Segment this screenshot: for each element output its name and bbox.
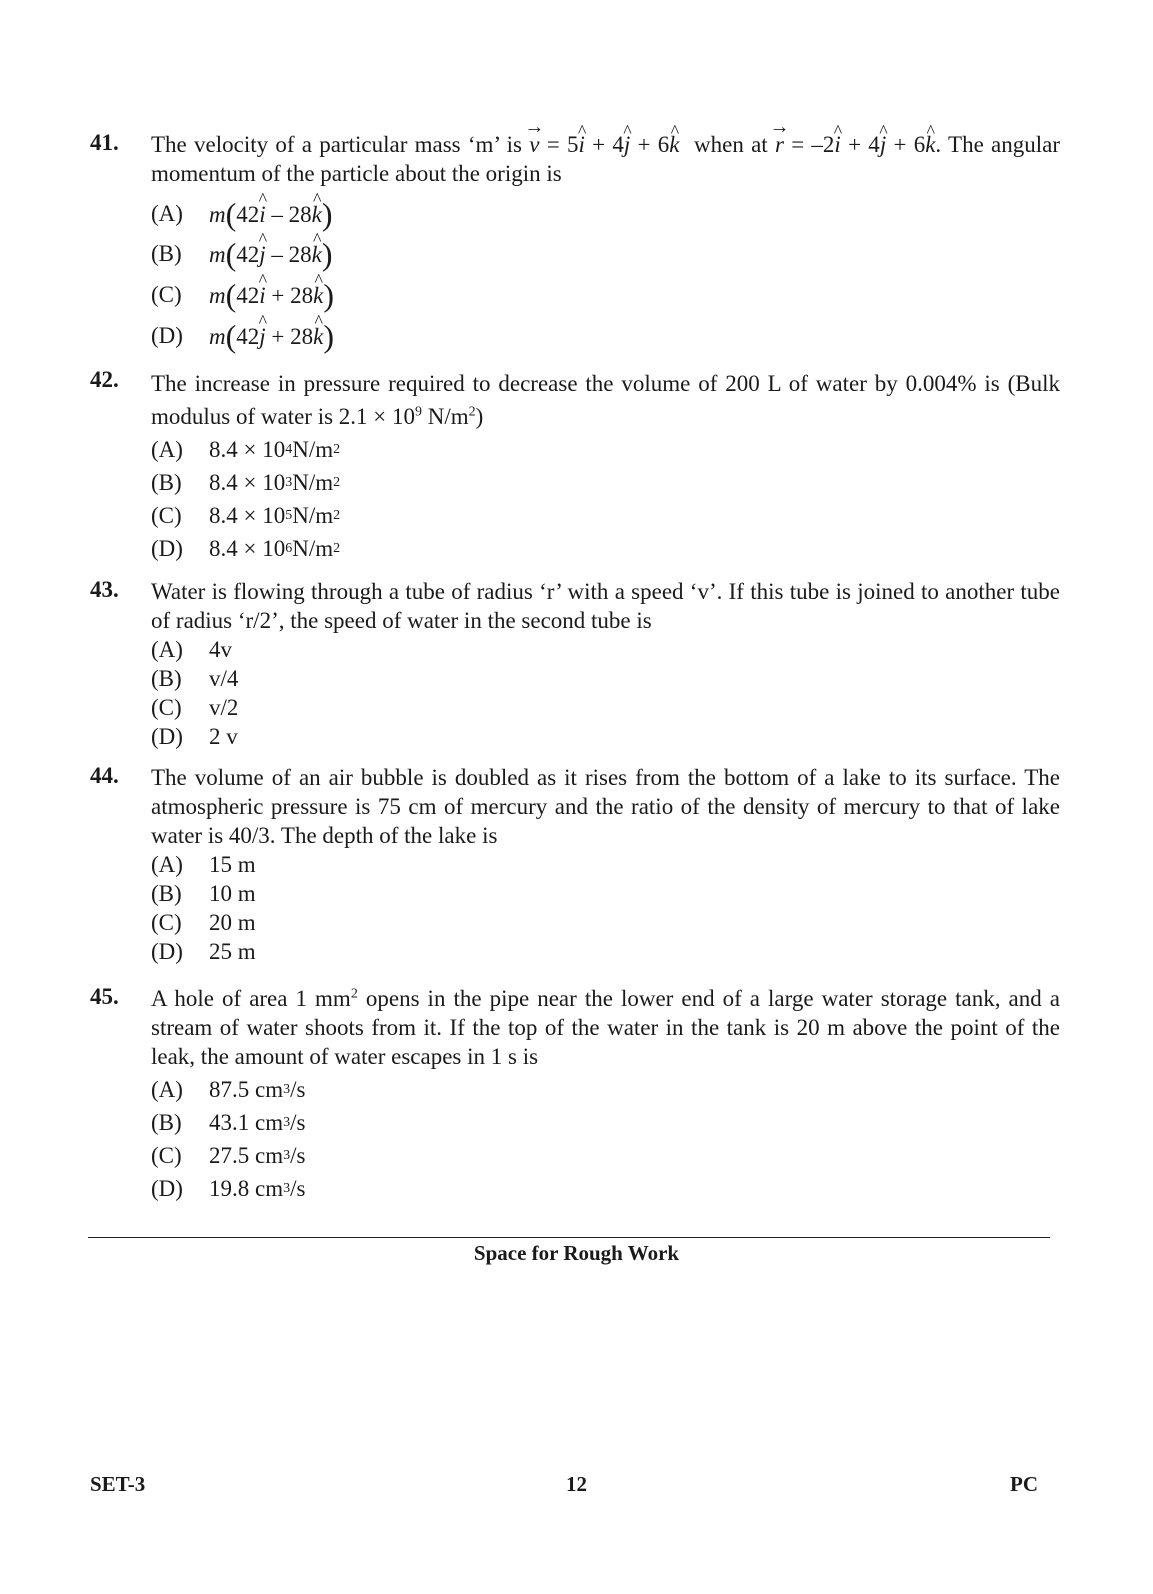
unit-j: ^ j bbox=[880, 130, 886, 159]
unit-i: ^ i bbox=[259, 283, 265, 309]
option-unit: N/m bbox=[292, 502, 334, 528]
divider bbox=[88, 1237, 1050, 1238]
option-label: (A) bbox=[151, 851, 183, 877]
footer-set: SET-3 bbox=[90, 1472, 146, 1496]
option-label: (D) bbox=[151, 535, 183, 561]
option-label: (D) bbox=[151, 323, 183, 348]
question-41 bbox=[90, 130, 1060, 356]
eq-part: + 4 bbox=[848, 132, 880, 157]
option-label: (C) bbox=[151, 909, 182, 935]
option-label: (C) bbox=[151, 502, 182, 528]
option-value: v/4 bbox=[209, 665, 239, 691]
coef: 28 bbox=[290, 323, 314, 349]
question-44 bbox=[90, 763, 1060, 966]
question-number: 41. bbox=[90, 130, 119, 155]
unit-k: ^ k bbox=[669, 130, 679, 159]
option-unit: N/m bbox=[292, 436, 334, 462]
sign: – bbox=[271, 201, 283, 227]
option-value: 8.4 × 10 bbox=[209, 502, 286, 528]
rough-work-heading: Space for Rough Work bbox=[473, 1241, 680, 1265]
options bbox=[151, 433, 1060, 565]
option-value: 15 m bbox=[209, 851, 256, 877]
option-b: (B) 43.1 cm 3 /s bbox=[151, 1109, 306, 1135]
mass-symbol: m bbox=[209, 201, 226, 227]
options bbox=[151, 194, 1060, 356]
unit-k: ^ k bbox=[313, 324, 323, 350]
question-text bbox=[151, 130, 1060, 188]
option-label: (D) bbox=[151, 938, 183, 964]
question-number: 44. bbox=[90, 763, 119, 788]
option-value: 8.4 × 10 bbox=[209, 436, 286, 462]
sign: – bbox=[271, 241, 283, 267]
position-vector-symbol: → r bbox=[775, 130, 784, 159]
option-label: (B) bbox=[151, 880, 182, 906]
option-unit: /s bbox=[290, 1175, 306, 1201]
unit-j: ^ j bbox=[259, 242, 265, 268]
options bbox=[151, 1073, 1060, 1205]
option-value: 2 v bbox=[209, 723, 238, 749]
option-d: (D) 8.4 × 10 6 N/m 2 bbox=[151, 535, 341, 561]
option-unit: /s bbox=[290, 1142, 306, 1168]
option-label: (B) bbox=[151, 665, 182, 691]
option-label: (D) bbox=[151, 723, 183, 749]
option-c: (C) 8.4 × 10 5 N/m 2 bbox=[151, 502, 341, 528]
option-unit: N/m bbox=[292, 535, 334, 561]
option-c: (C) m(42^ i + 28^ k) bbox=[151, 274, 1060, 316]
option-value: 4v bbox=[209, 636, 232, 662]
option-label: (B) bbox=[151, 469, 182, 495]
question-text-part: when at bbox=[694, 132, 768, 157]
option-b: (B) 8.4 × 10 3 N/m 2 bbox=[151, 469, 341, 495]
option-unit: N/m bbox=[292, 469, 334, 495]
option-d bbox=[151, 937, 1060, 966]
option-value: 27.5 cm bbox=[209, 1142, 284, 1168]
eq-part: + 6 bbox=[893, 132, 926, 157]
eq-part: = –2 bbox=[791, 132, 835, 157]
coef: 42 bbox=[236, 323, 260, 349]
question-45 bbox=[90, 980, 1060, 1205]
velocity-vector-symbol: → v bbox=[529, 130, 539, 159]
unit-k: ^ k bbox=[925, 130, 935, 159]
question-text-part: opens in the pipe near the lower end of a large water storage tank, and a stream of water shoots from it. If the top of the water in the tank is 20 m above the point of the leak, the amount of water escapes in 1 s is bbox=[151, 986, 1060, 1069]
question-text-part: N/m bbox=[422, 404, 469, 429]
question-text-part: . The angular momentum of the particle about the origin is bbox=[151, 132, 1061, 186]
option-value: 8.4 × 10 bbox=[209, 535, 286, 561]
option-value: 10 m bbox=[209, 880, 256, 906]
option-a bbox=[151, 635, 1060, 664]
option-d: (D) m(42^ j + 28^ k) bbox=[151, 316, 1060, 356]
option-a bbox=[151, 850, 1060, 879]
option-label: (D) bbox=[151, 1175, 183, 1201]
option-a: (A) 87.5 cm 3 /s bbox=[151, 1076, 306, 1102]
option-unit: /s bbox=[290, 1109, 306, 1135]
exponent: 2 bbox=[350, 986, 358, 1002]
mass-symbol: m bbox=[209, 323, 226, 349]
mass-symbol: m bbox=[209, 282, 226, 308]
question-text-part: The increase in pressure required to decrease the volume of 200 L of water by 0.004% is (Bulk modulus of water is 2.1 × 10 bbox=[151, 371, 1060, 429]
sign: + bbox=[271, 282, 285, 308]
question-number: 42. bbox=[90, 367, 119, 392]
option-b bbox=[151, 664, 1060, 693]
option-value: 8.4 × 10 bbox=[209, 469, 286, 495]
exponent: 9 bbox=[415, 404, 423, 420]
coef: 42 bbox=[236, 201, 260, 227]
question-text-part: The velocity of a particular mass ‘m’ is bbox=[151, 132, 522, 157]
option-b bbox=[151, 879, 1060, 908]
eq-part: + 6 bbox=[637, 132, 670, 157]
option-value: 87.5 cm bbox=[209, 1076, 284, 1102]
exponent: 2 bbox=[468, 404, 476, 420]
option-value: 20 m bbox=[209, 909, 256, 935]
footer-code: PC bbox=[1010, 1472, 1038, 1496]
option-label: (A) bbox=[151, 201, 183, 226]
question-text bbox=[151, 980, 1060, 1071]
page-number: 12 bbox=[566, 1472, 587, 1496]
option-label: (A) bbox=[151, 1076, 183, 1102]
option-a: (A) m(42^ i – 28^ k) bbox=[151, 194, 1060, 234]
unit-k: ^ k bbox=[312, 242, 322, 268]
option-label: (C) bbox=[151, 1142, 182, 1168]
option-value: 25 m bbox=[209, 938, 256, 964]
option-value: 19.8 cm bbox=[209, 1175, 284, 1201]
unit-k: ^ k bbox=[312, 202, 322, 228]
options bbox=[151, 635, 1060, 751]
option-b: (B) m(42^ j – 28^ k) bbox=[151, 234, 1060, 274]
option-label: (A) bbox=[151, 436, 183, 462]
unit-i: ^ i bbox=[259, 202, 265, 228]
question-text: The volume of an air bubble is doubled as it rises from the bottom of a lake to its surface. The atmospheric pressure is 75 cm of mercury and the ratio of the density of mercury to that of lake water is 40/3. The depth of the lake is bbox=[151, 765, 1060, 848]
option-value: v/2 bbox=[209, 694, 239, 720]
option-d bbox=[151, 722, 1060, 751]
option-d: (D) 19.8 cm 3 /s bbox=[151, 1175, 306, 1201]
coef: 42 bbox=[236, 282, 260, 308]
option-label: (C) bbox=[151, 694, 182, 720]
question-text bbox=[151, 367, 1060, 433]
option-c: (C) 27.5 cm 3 /s bbox=[151, 1142, 306, 1168]
option-label: (B) bbox=[151, 1109, 182, 1135]
eq-part: = 5 bbox=[546, 132, 579, 157]
question-text: Water is flowing through a tube of radius ‘r’ with a speed ‘v’. If this tube is joined to another tube of radius ‘r/2’, the speed of water in the second tube is bbox=[151, 579, 1060, 633]
option-label: (C) bbox=[151, 282, 182, 307]
option-unit: /s bbox=[290, 1076, 306, 1102]
question-number: 45. bbox=[90, 984, 119, 1009]
unit-j: ^ j bbox=[259, 324, 265, 350]
coef: 42 bbox=[236, 241, 260, 267]
options bbox=[151, 850, 1060, 966]
option-label: (A) bbox=[151, 636, 183, 662]
coef: 28 bbox=[290, 282, 314, 308]
question-number: 43. bbox=[90, 577, 119, 602]
mass-symbol: m bbox=[209, 241, 226, 267]
sign: + bbox=[271, 323, 285, 349]
option-label: (B) bbox=[151, 241, 182, 266]
question-text-part: ) bbox=[475, 404, 484, 429]
coef: 28 bbox=[288, 241, 312, 267]
eq-part: + 4 bbox=[592, 132, 624, 157]
question-43 bbox=[90, 577, 1060, 751]
unit-j: ^ j bbox=[624, 130, 630, 159]
unit-i: ^ i bbox=[834, 130, 840, 159]
unit-k: ^ k bbox=[313, 283, 323, 309]
option-value: 43.1 cm bbox=[209, 1109, 284, 1135]
unit-i: ^ i bbox=[578, 130, 584, 159]
question-text-part: A hole of area 1 mm bbox=[151, 986, 351, 1011]
option-c bbox=[151, 908, 1060, 937]
coef: 28 bbox=[288, 201, 312, 227]
question-42 bbox=[90, 367, 1060, 565]
option-a: (A) 8.4 × 10 4 N/m 2 bbox=[151, 436, 341, 462]
option-c bbox=[151, 693, 1060, 722]
